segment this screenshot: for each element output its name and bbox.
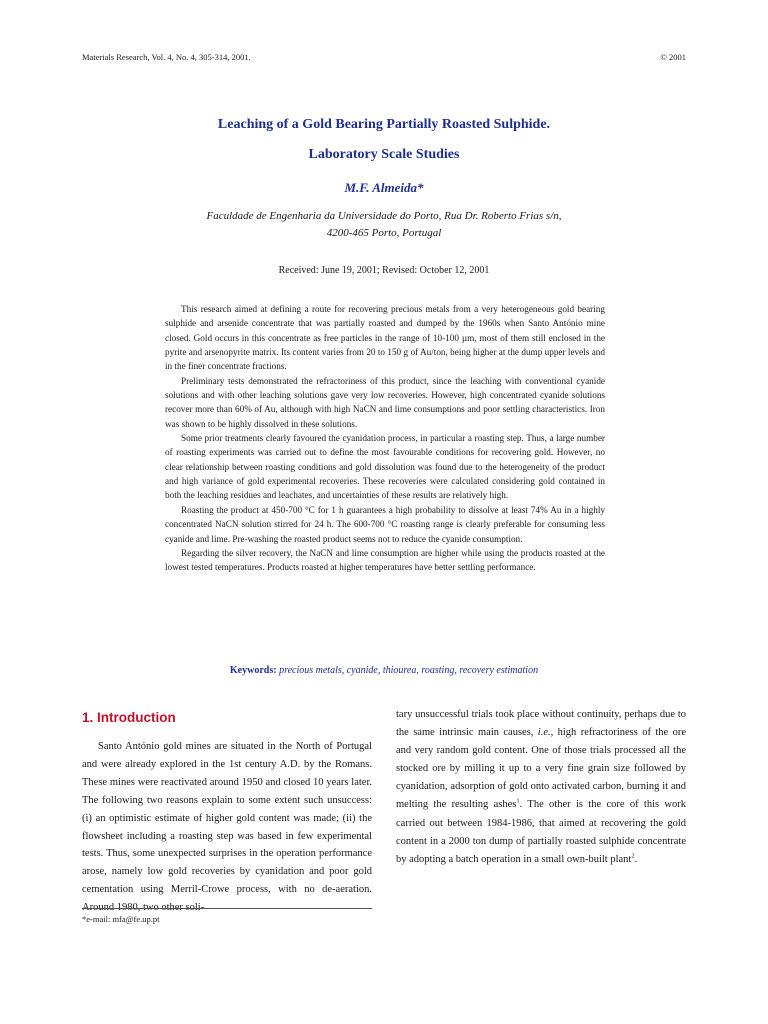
abstract-paragraph: Some prior treatments clearly favoured the cyanidation process, in particular a roasting step. Thus, a large number of roasting experiments was carried out to define the most favourable conditions for recovering gold. However, no clear relationship between roasting conditions and gold dissolution was found due to the heterogeneity of the product and high variance of gold experimental recoveries. These recoveries were calculated considering gold contained in both the leaching residues and leachates, and uncertainties of these results are relatively high. <box>165 433 605 501</box>
received-dates: Received: June 19, 2001; Revised: October 12, 2001 <box>278 265 490 276</box>
introduction-right-column <box>396 706 686 869</box>
introduction-paragraph: Santo António gold mines are situated in the North of Portugal and were already explored in the 1st century A.D. by the Romans. These mines were reactivated around 1950 and closed 10 years later. The following two reasons explain to some extent such unsuccess: (i) an optimistic estimate of higher gold content was made; (ii) the flowsheet including a roasting step was based in few experimental tests. Thus, some unexpected surprises in the operation performance arose, namely low gold recoveries by cyanidation and poor gold cementation using Merril-Crowe process, with no de-aeration. Around 1980, two other soli- <box>82 741 372 914</box>
keywords <box>0 665 768 676</box>
reference-2[interactable]: 2 <box>631 852 635 860</box>
affiliation-line2: 4200-465 Porto, Portugal <box>326 227 442 239</box>
keywords-text: precious metals, cyanide, thiourea, roasting, recovery estimation <box>279 665 539 676</box>
abstract <box>165 302 605 575</box>
copyright: © 2001 <box>660 52 686 62</box>
footnote-divider <box>82 908 372 909</box>
author-name: M.F. Almeida* <box>344 180 424 195</box>
text-segment: . The other is the core of this work carried out between 1984-1986, that aimed at recovering the gold content in a 2000 ton dump of partially roasted sulphide concentrate by adopting a batch operation in a small own-built plant <box>396 799 686 865</box>
journal-citation: Materials Research, Vol. 4, No. 4, 305-314, 2001. <box>82 52 251 62</box>
affiliation-line1: Faculdade de Engenharia da Universidade do Porto, Rua Dr. Roberto Frias s/n, <box>206 210 562 222</box>
abstract-paragraph: Preliminary tests demonstrated the refractoriness of this product, since the leaching with conventional cyanide solutions and with other leaching solutions gave very low recoveries. However, high concentrated cyanide solutions recover more than 60% of Au, although with high NaCN and lime consumptions and poor settling characteristics. Iron was shown to be highly dissolved in these solutions. <box>165 375 605 429</box>
abstract-paragraph: Roasting the product at 450-700 °C for 1 h guarantees a high probability to dissolve at least 74% Au in a highly concentrated NaCN solution stirred for 24 h. The 600-700 °C roasting range is clearly preferable for consuming less cyanide and lime. Pre-washing the roasted product seems not to reduce the cyanide consumption. <box>165 504 605 544</box>
introduction-paragraph-continued <box>396 706 686 869</box>
text-italic-ie: i.e. <box>537 727 551 739</box>
introduction-left-column <box>82 738 372 917</box>
text-segment: , high refractoriness of the ore and very random gold content. One of those trials processed all the stocked ore by milling it up to a very fine grain size followed by cyanidation, adsorption of gold onto activated carbon, burning it and melting the resulting ashes <box>396 727 686 811</box>
text-segment: . <box>634 853 638 865</box>
keywords-label: Keywords: <box>229 665 277 676</box>
abstract-paragraph: This research aimed at defining a route for recovering precious metals from a very heterogeneous gold bearing sulphide and arsenide concentrate that was partially roasted and dumped by the 1960s when Santo António mine closed. Gold occurs in this concentrate as free particles in the range of 10-100 µm, most of them still enclosed in the pyrite and arsenopyrite matrix. Its content varies from 20 to 150 g of Au/ton, being higher at the dump upper levels and in the finer concentrate fractions. <box>165 304 605 372</box>
footnote-email: *e-mail: mfa@fe.up.pt <box>82 914 160 924</box>
paper-title-line1: Leaching of a Gold Bearing Partially Roasted Sulphide. <box>217 117 551 132</box>
section-heading-introduction: 1. Introduction <box>82 710 176 725</box>
abstract-paragraph: Regarding the silver recovery, the NaCN and lime consumption are higher while using the products roasted at the lowest tested temperatures. Products roasted at higher temperatures have better settling performance. <box>165 547 605 573</box>
paper-title-line2: Laboratory Scale Studies <box>308 147 460 162</box>
text-segment: tary unsuccessful trials took place without continuity, perhaps due to the same intrinsic main causes, <box>396 709 686 739</box>
reference-1[interactable]: 1 <box>516 797 520 805</box>
affiliation <box>0 208 768 242</box>
